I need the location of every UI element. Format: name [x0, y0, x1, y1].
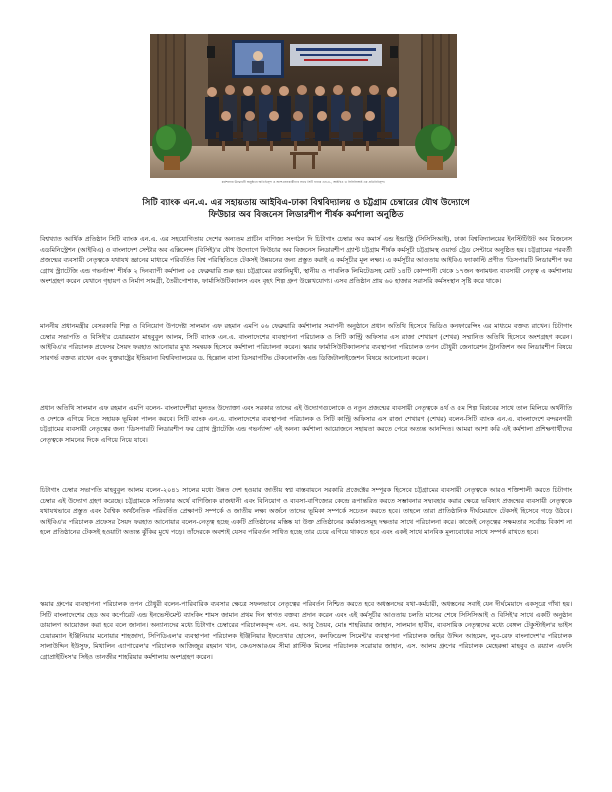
- headline-line-2: ফিউচার অব বিজনেস লিডারশীপ শীর্ষক কর্মশালা অনুষ্ঠিত: [208, 210, 404, 220]
- paragraph-4: চিটাগাং চেম্বার সভাপতি মাহবুবুল আলম বলেন-২০৪১ সালের মধ্যে উন্নত দেশ হওয়ার জাতীয় স্বপ্ন বাস্তবায়নে সরকারি প্রজেক্টের সম্পূরক হিসেবে চট্টগ্রামের ব্যবসায়ী নেতৃত্বকে আরও শক্তিশালী করতে চিটাগাং চেম্বার এই উদ্যোগ গ্রহণ করেছে। চট্টগ্রামকে সত্যিকার অর্থে বাণিজ্যিক রাজধানী এবং বিনিয়োগ ও ব্যবসা-বাণিজ্যের কেন্দ্রে রূপান্তরিত করতে সম্ভাবনার সদ্ব্যবহার করার ক্ষেত্রে ভবিষ্যৎ প্রজন্মের ব্যবসায়ী নেতৃত্বকে যথাযথভাবে প্রস্তুত এবং বৈশ্বিক অর্থনৈতিক পরিবর্তিত প্রেক্ষাপট সম্পর্কে ও জাতীয় লক্ষ্য অর্জনে তাদের ভূমিকা সম্পর্কে সচেতন করতে হবে। তাহলে তারা প্রাতিষ্ঠানিক দীর্ঘমেয়াদে টেকসই হিসেবে গড়ে উঠবে। আইবিএ'র পরিচালক প্রফেসর সৈয়দ ফরহাত আনোয়ার বলেন-নেতৃত্ব হচ্ছে একটি প্রতিষ্ঠানের মস্তিষ্ক যা উক্ত প্রতিষ্ঠানের কর্মকাণ্ডসমূহ দক্ষতার সাথে পরিচালনা করে। কাজেই নেতৃত্বের সক্ষমতার সর্বোচ্চ বিকাশ না হলে প্রতিষ্ঠানের টেকসই হওয়াটা অত্যন্ত ঝুঁকির মুখে পড়ে। তাঁদেরকে অবশ্যই যেসব পরিবর্তন সাধিত হচ্ছে তার চেয়ে এগিয়ে থাকতে হবে এবং একই সাথে মানবিক মূল্যবোধের সাথে সম্পর্ক রাখতে হবে।: [40, 486, 572, 537]
- paragraph-1: বিশ্বখ্যাত আর্থিক প্রতিষ্ঠান সিটি ব্যাংক এন.এ. এর সহযোগিতায় দেশের অন্যতম প্রাচীন বাণিজ্য সংগঠন দি চিটাগাং চেম্বার অব কমার্স এন্ড ইন্ডাস্ট্রি (সিসিসিআই), ঢাকা বিশ্ববিদ্যালয়ের ইনস্টিটিউট অব বিজনেস এডমিনিস্ট্রেশন (আইবিএ) ও বাংলাদেশ সেন্টার অব এক্সিলেন্স (বিসিই)'র যৌথ উদ্যোগে ফিউচার অব বিজনেস লিডারশীপ গ্র্যান্ট চট্টগ্রাম শীর্ষক কর্মসূচী চট্টগ্রামস্থ ওয়ার্ল্ড ট্রেড সেন্টারে অনুষ্ঠিত হয়। চট্টগ্রামের পরবর্তী প্রজন্মের ব্যবসায়ী নেতৃত্বকে যথাযথ জ্ঞানের মাধ্যমে পরিবর্তিত বিশ্ব পরিস্থিতিতে টেকসই উন্নয়নের জন্য প্রস্তুত করাই এ কর্মসূচীর মূল লক্ষ্য। এ কর্মসূচীর আওতায় আইবিএ ফ্যাকাল্টি প্রণীত 'ডিসপারটি লিডারশীপ ফর গ্রোথ স্ট্র্যাটেজি এন্ড গভর্ন্যান্স' শীর্ষক ২ দিনব্যাপী কর্মশালা ০৫ ফেব্রুয়ারি শুরু হয়। চট্টগ্রামের রপ্তানিমুখী, স্থানীয় ও পাবলিক লিমিটেডসহ মোট ১৪টি কোম্পানী থেকে ১৭জন স্বনামধন্য ব্যবসায়ী নেতৃত্ব এ কর্মশালায় অংশগ্রহণ করেন যেখানে গৃহায়ণ ও নির্মাণ সামগ্রী, তৈরীপোশাক, ফার্মাসিউটিক্যালস এবং বৃহৎ শিল্প গ্রুপ উল্লেখযোগ্য। এসব প্রতিষ্ঠান প্রায় ৬০ হাজার সরাসরি কর্মসংস্থান সৃষ্টি করে থাকে।: [40, 235, 572, 286]
- photo-caption: কর্মশালার উদ্বোধনী অনুষ্ঠানে অতিথিবৃন্দ ও অংশগ্রহণকারীদের সাথে সিটি ব্যাংক এন.এ., আইবিএ ও সিসিসিআই এর প্রতিনিধিবৃন্দ।: [221, 180, 386, 184]
- paragraph-5: স্কয়ার গ্রুপের ব্যবস্থাপনা পরিচালক তপন চৌধুরী বলেন-পারিবারিক ব্যবসার ক্ষেত্রে সফলভাবে নেতৃত্বের পরিবর্তন নিশ্চিত করতে হবে অধস্তনদের যথা-কর্মচারী, অধস্তনের সবাই যেন দীর্ঘমেয়াদে একসূত্রে গাঁথা হয়। সিটি বাংলাদেশের হেড অব কর্পোরেট এন্ড ইনভেস্টমেন্ট ব্যাংকিং শামস জামান প্রথম দিন স্বাগত বক্তব্য প্রদান করেন এবং এই কর্মসূচীর আওতায় চলতি মাসের শেষে সিসিসিআই ও বিসিই'র সাথে একটি অনুষ্ঠান ডায়ালগ আয়োজন করা হবে বলে জানান। অন্যান্যদের মধ্যে চিটাগাং চেম্বারের পরিচালকবৃন্দ এস. এম. আবু তৈয়ব, মোঃ শাহরিয়ার জাহান, সালমান হাবীব, ব্যবসায়িক নেতৃত্বদের মধ্যে বেঙ্গল টেকুস্টাইল'র ভাইস চেয়ারম্যান ইঞ্জিনিয়ার মনোয়ার শাহজাদা, সিপিডিএল'র ব্যবস্থাপনা পরিচালক ইঞ্জিনিয়ার ইফতেখার হোসেন, কনফিডেন্স সিমেন্ট'র ব্যবস্থাপনা পরিচালক জহির উদ্দিন আহমেদ, লুব-রেফ বাংলাদেশ'র পরিচালক সালাউদ্দিন ইউসুফ, মিথালিন এ্যাপারেল'র পরিচালক আজিজুর রহমান খান, কেএসআরএম সীমা প্লাস্টিক মিলের পরিচালক সরোয়ার জাহান, এস. আলম গ্রুপের পরিচালক মেহেরুন্না মাহবুব ও রয়্যাল এফসি গ্রোপ্রাইটিংস'র সিইও তানজীর শাহরিয়ার কর্মশালায় অংশগ্রহণ করেন।: [40, 600, 572, 661]
- photo-illustration: [150, 34, 457, 178]
- paragraph-2: মাননীয় প্রধানমন্ত্রীর বেসরকারি শিল্প ও বিনিয়োগ উপদেষ্টা সালমান এফ রহমান এমপি ০৬ ফেব্রুয়ারি কর্মশালার সমাপনী অনুষ্ঠানে প্রধান অতিথি হিসেবে ভিডিও কনফারেন্সিং এর মাধ্যমে বক্তব্য রাখেন। চিটাগাং চেম্বার সভাপতি ও বিসিই'র চেয়ারম্যান মাহবুবুল আলম, সিটি ব্যাংক এন.এ. বাংলাদেশের ব্যবস্থাপনা পরিচালক ও সিটি কান্ট্রি অফিসার এস রাজা শেখারণ (শেখর) সম্মানিত অতিথি হিসেবে অংশগ্রহণ করেন। আইবিএ'র পরিচালক প্রফেসর সৈয়দ ফরহাত আনোয়ার মুখ্য সমন্বয়ক হিসেবে কর্মশালা পরিচালনা করেন। স্কয়ার ফার্মাসিউটিক্যালস'র ব্যবস্থাপনা পরিচালক তপন চৌধুরী জেনারেশন ট্রানজিশন অব লিডারশীপ বিষয়ে সারগর্ভ বক্তব্য রাখেন এবং যুক্তরাষ্ট্রের ইন্ডিয়ানা বিশ্ববিদ্যালয়ের ড. হিল্লোল বাসা ডিসরাপটিভ টেকনোলজি এন্ড ডিজিটালাইজেশন বিষয়ে আলোচনা করেন।: [40, 322, 572, 362]
- article-headline: [40, 197, 572, 221]
- paragraph-3: প্রধান অতিথি সালমান এফ রহমান এমপি বলেন- বাংলাদেশীরা মূলতঃ উদ্যোক্তা এবং সরকার তাদের এই উদ্যোগগুলোকে ও নতুন প্রজন্মের ব্যবসায়ী নেতৃত্বকে ৪র্থ ও ৫ম শিল্প বিপ্লবের সাথে তাল মিলিয়ে অর্থনীতি ও দেশকে এগিয়ে নিতে সহায়ক ভূমিকা পালন করবে। সিটি ব্যাংক এন.এ. বাংলাদেশের ব্যবস্থাপনা পরিচালক ও সিটি কান্ট্রি অফিসার এস রাজা শেখারণ (শেখর) বলেন-সিটি ব্যাংক এন.এ. বাংলাদেশে বন্দরনগরী চট্টগ্রামের ব্যবসায়ী নেতৃত্বের জন্য 'ডিসপারটি লিডারশীপ ফর গ্রোথ স্ট্র্যাটেজি এন্ড গভর্ন্যান্স' এই অনন্য কর্মশালা আয়োজনে সহায়তা করতে পেরে অত্যন্ত আনন্দিত। আমরা আশা করি এই কর্মশালা প্রশিক্ষণার্থীদের নেতৃত্বকে সামনের দিকে এগিয়ে নিয়ে যাবে।: [40, 404, 572, 444]
- event-group-photo: [150, 34, 457, 178]
- headline-line-1: সিটি ব্যাংক এন.এ. এর সহায়তায় আইবিএ-ঢাকা বিশ্ববিদ্যালয় ও চট্টগ্রাম চেম্বারের যৌথ উদ্যোগে: [142, 198, 470, 208]
